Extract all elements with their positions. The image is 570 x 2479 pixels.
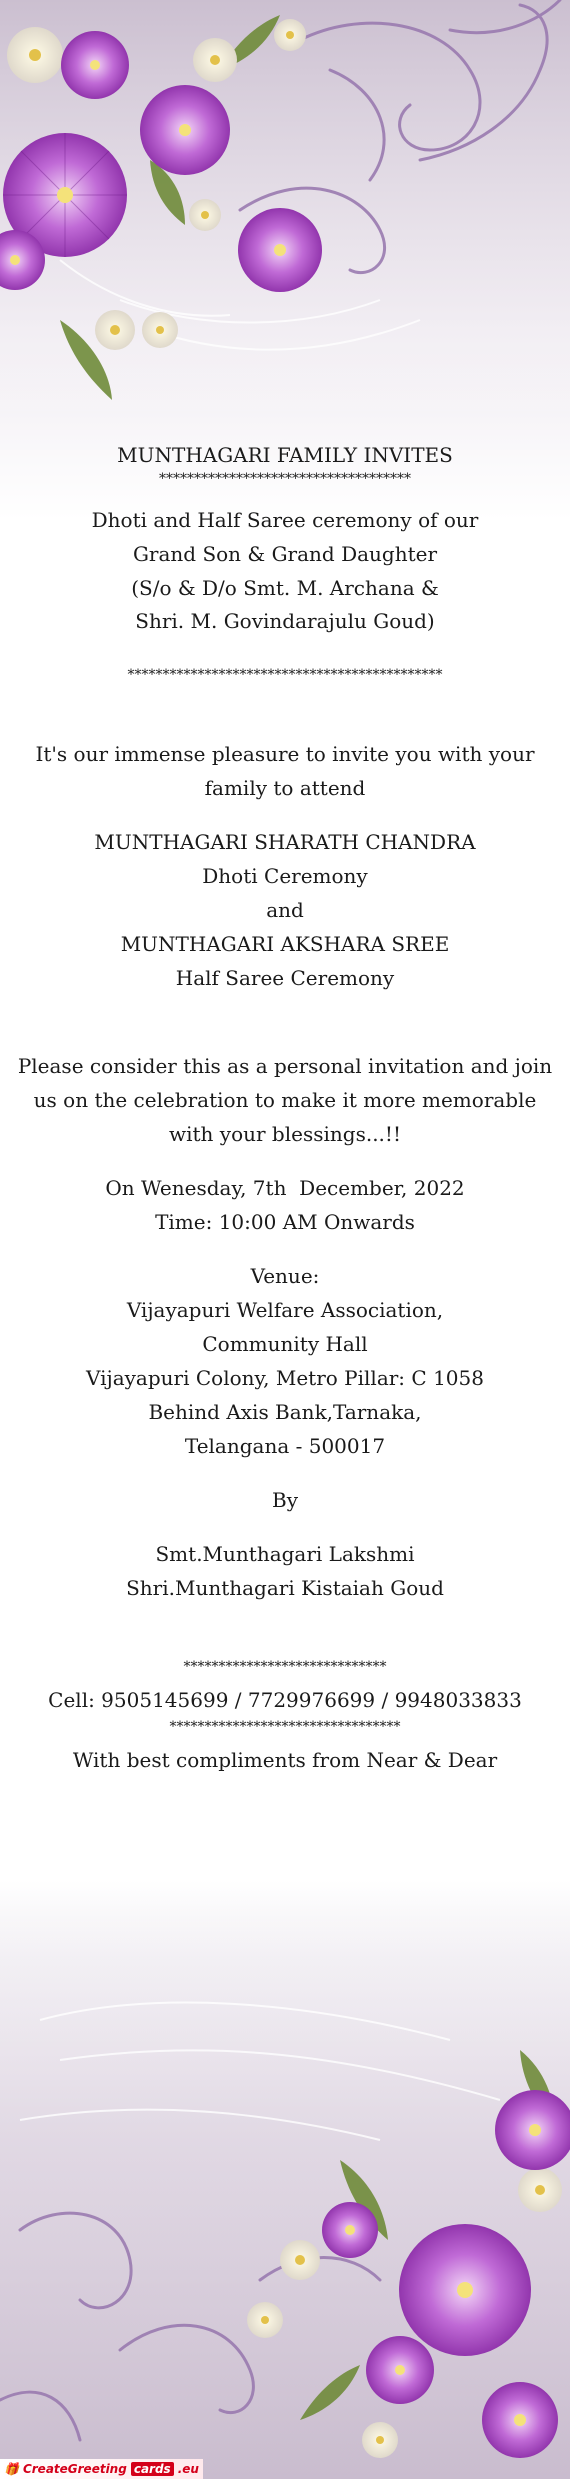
and-text: and (266, 898, 304, 922)
star-divider: ***************************** (183, 1659, 387, 1675)
venue-label: Venue: (250, 1264, 320, 1288)
logo-suffix: .eu (177, 2462, 199, 2476)
venue-line-5: Telangana - 500017 (184, 1434, 386, 1458)
invite-line-2: family to attend (204, 776, 366, 800)
venue-line-2: Community Hall (202, 1332, 368, 1356)
request-line-3: with your blessings...!! (169, 1122, 401, 1146)
by-text: By (272, 1488, 298, 1512)
bottom-floral-artwork (0, 1900, 570, 2479)
closing-text: With best compliments from Near & Dear (72, 1748, 498, 1772)
venue-line-4: Behind Axis Bank,Tarnaka, (148, 1400, 422, 1424)
event-date: On Wenesday, 7th December, 2022 (105, 1176, 465, 1200)
venue-line-3: Vijayapuri Colony, Metro Pillar: C 1058 (86, 1366, 484, 1390)
parents-line-2: Shri. M. Govindarajulu Goud) (135, 609, 435, 633)
invite-line-1: It's our immense pleasure to invite you with your (35, 742, 535, 766)
honoree-name-1: MUNTHAGARI SHARATH CHANDRA (94, 830, 476, 854)
request-line-2: us on the celebration to make it more memorable (33, 1088, 537, 1112)
venue-line-1: Vijayapuri Welfare Association, (126, 1298, 444, 1322)
occasion-text: Dhoti and Half Saree ceremony of our (91, 508, 479, 532)
event-time: Time: 10:00 AM Onwards (155, 1210, 415, 1234)
host-2: Shri.Munthagari Kistaiah Goud (126, 1576, 444, 1600)
request-line-1: Please consider this as a personal invitation and join (17, 1054, 553, 1078)
gift-icon: 🎁 (4, 2462, 19, 2476)
ceremony-2: Half Saree Ceremony (175, 966, 395, 990)
invite-heading: MUNTHAGARI FAMILY INVITES (117, 443, 453, 467)
host-1: Smt.Munthagari Lakshmi (155, 1542, 415, 1566)
logo-badge: cards (131, 2462, 174, 2476)
createcards-logo[interactable] (0, 2459, 203, 2479)
relation-text: Grand Son & Grand Daughter (132, 542, 438, 566)
honoree-name-2: MUNTHAGARI AKSHARA SREE (120, 932, 450, 956)
star-divider: ********************************* (169, 1719, 401, 1735)
contact-numbers: Cell: 9505145699 / 7729976699 / 9948033833 (48, 1688, 522, 1712)
top-floral-artwork (0, 0, 570, 420)
parents-line-1: (S/o & D/o Smt. M. Archana & (131, 576, 439, 600)
star-divider: ********************************************* (127, 667, 443, 683)
logo-text: CreateGreeting (22, 2462, 127, 2476)
star-divider: ************************************ (159, 471, 411, 487)
ceremony-1: Dhoti Ceremony (202, 864, 368, 888)
